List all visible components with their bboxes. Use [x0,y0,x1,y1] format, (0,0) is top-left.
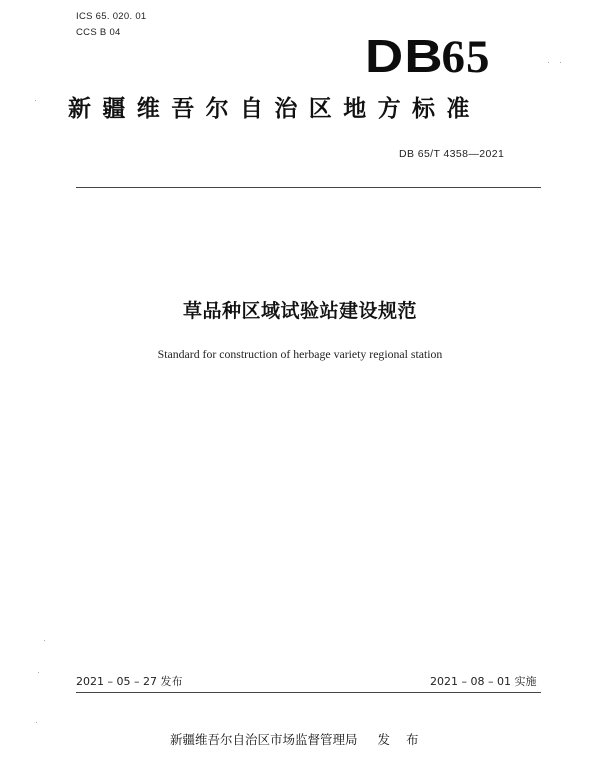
top-divider [76,187,541,188]
ccs-code: CCS B 04 [76,27,121,38]
title-chinese: 草品种区域试验站建设规范 [182,300,417,322]
scan-speck [44,640,45,641]
title-english: Standard for construction of herbage variety regional station [157,347,443,361]
issue-date: 2021 – 05 – 27 发布 [76,675,183,688]
scan-speck [38,672,39,673]
db-letters: DB [365,30,444,82]
db-standard-mark [365,30,490,83]
scan-speck [560,62,561,63]
standard-type-heading: 新疆维吾尔自治区地方标准 [68,96,481,122]
ics-code: ICS 65. 020. 01 [76,11,147,22]
db-number: 65 [441,31,491,83]
standard-number: DB 65/T 4358—2021 [399,148,505,160]
issuer-name: 新疆维吾尔自治区市场监督管理局 [170,732,358,747]
scan-speck [548,62,549,63]
scan-speck [35,100,36,101]
bottom-divider [76,692,541,693]
implementation-date: 2021 – 08 – 01 实施 [430,675,537,688]
publish-label: 发 布 [377,732,425,747]
issuer-line [170,730,425,748]
scan-speck [36,722,37,723]
